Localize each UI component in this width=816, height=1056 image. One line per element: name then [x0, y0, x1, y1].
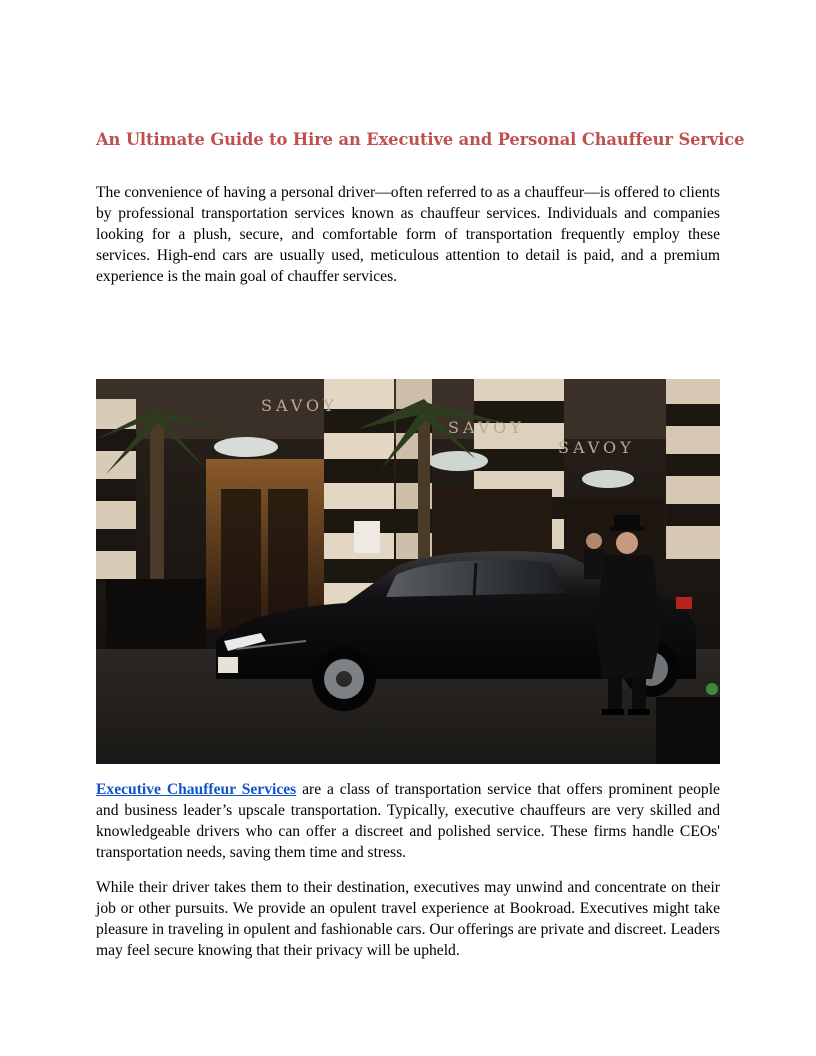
- page-title: An Ultimate Guide to Hire an Executive and Personal Chauffeur Service: [96, 130, 745, 149]
- final-paragraph: While their driver takes them to their destination, executives may unwind and concentrate on their job or other pursuits. We provide an opulent travel experience at Bookroad. Executives might take pleasure in traveling in opulent and fashionable cars. Our offerings are private and discreet. Leaders may feel secure knowing that their privacy will be upheld.: [96, 879, 720, 960]
- chauffeur-car-photo: [96, 379, 720, 764]
- executive-chauffeur-services-link[interactable]: Executive Chauffeur Services: [96, 781, 297, 798]
- intro-paragraph: The convenience of having a personal driver—often referred to as a chauffeur—is offered to clients by professional transportation services known as chauffeur services. Individuals and companies looking for a plush, secure, and comfortable form of transportation frequently employ these services. High-end cars are usually used, meticulous attention to detail is paid, and a premium experience is the main goal of chauffer services.: [96, 184, 720, 286]
- photo-illustration: [96, 379, 720, 764]
- savoy-sign-right: SAVOY: [558, 438, 635, 457]
- savoy-sign-left: SAVOY: [261, 396, 338, 415]
- savoy-sign-middle: SAVOY: [448, 418, 525, 437]
- executive-paragraph: [96, 779, 720, 863]
- executive-paragraph-text: are a class of transportation service that offers prominent people and business leader’s upscale transportation. Typically, executive chauffeurs are very skilled and knowledgeable drivers who can offer a discreet and polished service. These firms handle CEOs' transportation needs, saving them time and stress.: [96, 781, 720, 862]
